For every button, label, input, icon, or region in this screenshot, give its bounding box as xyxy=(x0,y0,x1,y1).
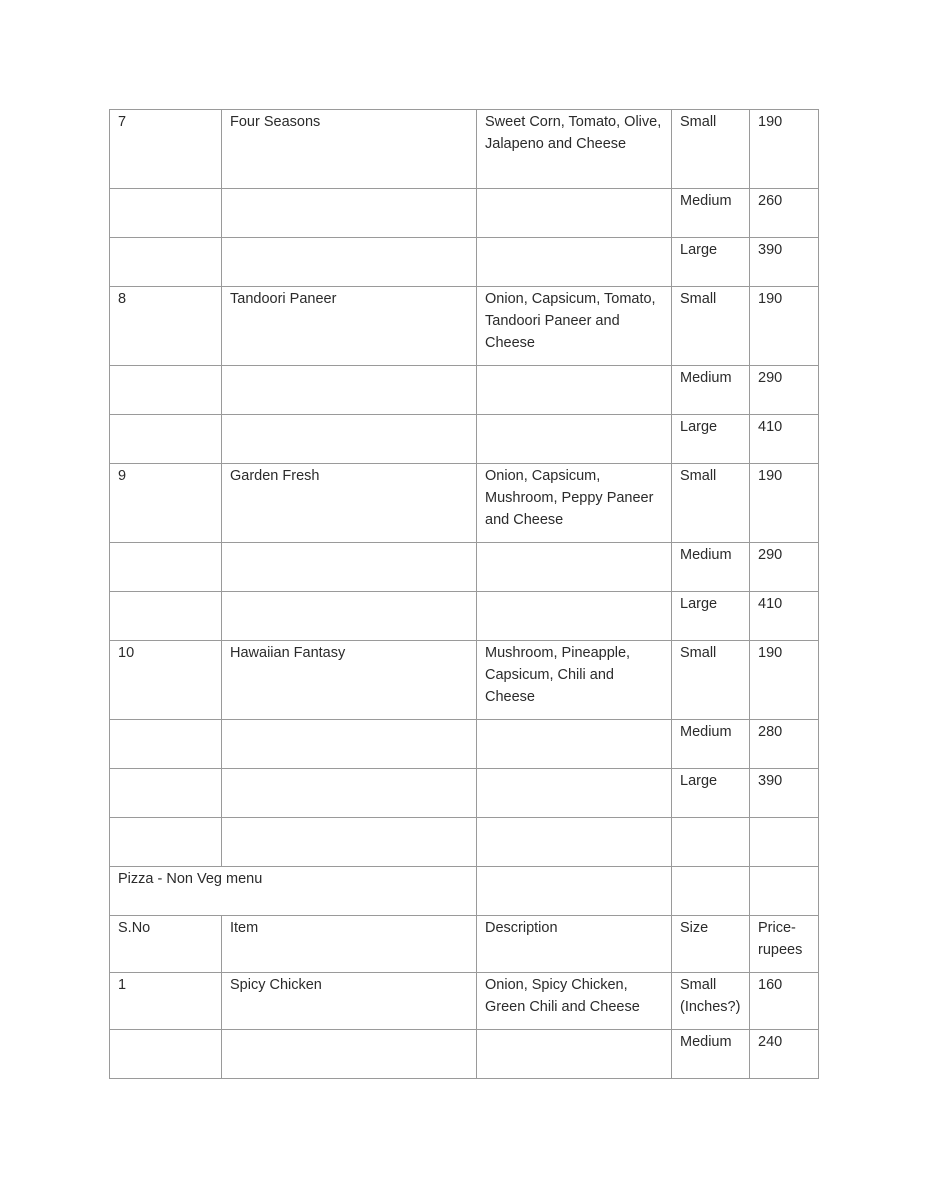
table-row xyxy=(110,1030,819,1079)
price-cell: 410 xyxy=(750,415,819,464)
sno-cell xyxy=(110,592,222,641)
sno-cell: 10 xyxy=(110,641,222,720)
item-cell xyxy=(222,189,477,238)
description-cell: Onion, Capsicum, Tomato, Tandoori Paneer and Cheese xyxy=(477,287,672,366)
header-row xyxy=(110,916,819,973)
size-cell: Medium xyxy=(672,366,750,415)
header-item: Item xyxy=(222,916,477,973)
description-cell: Mushroom, Pineapple, Capsicum, Chili and Cheese xyxy=(477,641,672,720)
description-cell: Sweet Corn, Tomato, Olive, Jalapeno and Cheese xyxy=(477,110,672,189)
item-cell xyxy=(222,769,477,818)
table-row xyxy=(110,720,819,769)
empty-cell xyxy=(672,867,750,916)
header-description: Description xyxy=(477,916,672,973)
size-cell: Small xyxy=(672,110,750,189)
item-cell: Hawaiian Fantasy xyxy=(222,641,477,720)
size-cell: Large xyxy=(672,415,750,464)
price-cell: 390 xyxy=(750,769,819,818)
sno-cell: 7 xyxy=(110,110,222,189)
description-cell xyxy=(477,238,672,287)
item-cell xyxy=(222,592,477,641)
description-cell xyxy=(477,415,672,464)
header-price: Price-rupees xyxy=(750,916,819,973)
item-cell xyxy=(222,238,477,287)
pizza-menu-table xyxy=(109,109,819,1079)
section-title-row xyxy=(110,867,819,916)
empty-row xyxy=(110,818,819,867)
price-cell: 260 xyxy=(750,189,819,238)
sno-cell: 1 xyxy=(110,973,222,1030)
description-cell: Onion, Capsicum, Mushroom, Peppy Paneer and Cheese xyxy=(477,464,672,543)
description-cell xyxy=(477,543,672,592)
sno-cell xyxy=(110,1030,222,1079)
empty-cell xyxy=(750,867,819,916)
section-title: Pizza - Non Veg menu xyxy=(110,867,477,916)
table-row xyxy=(110,110,819,189)
sno-cell xyxy=(110,415,222,464)
description-cell xyxy=(477,366,672,415)
description-cell xyxy=(477,592,672,641)
description-cell xyxy=(477,720,672,769)
table-row xyxy=(110,189,819,238)
table-row xyxy=(110,973,819,1030)
description-cell xyxy=(477,1030,672,1079)
item-cell xyxy=(222,543,477,592)
empty-cell xyxy=(110,818,222,867)
item-cell: Spicy Chicken xyxy=(222,973,477,1030)
price-cell: 410 xyxy=(750,592,819,641)
item-cell: Tandoori Paneer xyxy=(222,287,477,366)
price-cell: 290 xyxy=(750,366,819,415)
price-cell: 190 xyxy=(750,110,819,189)
price-cell: 190 xyxy=(750,287,819,366)
sno-cell xyxy=(110,720,222,769)
table-row xyxy=(110,415,819,464)
size-cell: Small xyxy=(672,287,750,366)
item-cell xyxy=(222,415,477,464)
empty-cell xyxy=(222,818,477,867)
price-cell: 290 xyxy=(750,543,819,592)
description-cell: Onion, Spicy Chicken, Green Chili and Cheese xyxy=(477,973,672,1030)
header-size: Size xyxy=(672,916,750,973)
table-row xyxy=(110,464,819,543)
size-cell: Small xyxy=(672,641,750,720)
size-cell: Small (Inches?) xyxy=(672,973,750,1030)
empty-cell xyxy=(477,867,672,916)
price-cell: 160 xyxy=(750,973,819,1030)
table-row xyxy=(110,641,819,720)
size-cell: Large xyxy=(672,238,750,287)
empty-cell xyxy=(750,818,819,867)
item-cell xyxy=(222,366,477,415)
table-row xyxy=(110,769,819,818)
size-cell: Small xyxy=(672,464,750,543)
size-cell: Large xyxy=(672,769,750,818)
sno-cell xyxy=(110,238,222,287)
empty-cell xyxy=(477,818,672,867)
price-cell: 240 xyxy=(750,1030,819,1079)
description-cell xyxy=(477,769,672,818)
sno-cell xyxy=(110,366,222,415)
price-cell: 190 xyxy=(750,464,819,543)
table-row xyxy=(110,238,819,287)
item-cell: Four Seasons xyxy=(222,110,477,189)
table-row xyxy=(110,287,819,366)
header-sno: S.No xyxy=(110,916,222,973)
sno-cell: 8 xyxy=(110,287,222,366)
size-cell: Medium xyxy=(672,720,750,769)
price-cell: 280 xyxy=(750,720,819,769)
size-cell: Medium xyxy=(672,543,750,592)
empty-cell xyxy=(672,818,750,867)
table-row xyxy=(110,592,819,641)
item-cell xyxy=(222,1030,477,1079)
size-cell: Medium xyxy=(672,189,750,238)
sno-cell xyxy=(110,769,222,818)
item-cell xyxy=(222,720,477,769)
table-row xyxy=(110,543,819,592)
size-cell: Medium xyxy=(672,1030,750,1079)
description-cell xyxy=(477,189,672,238)
sno-cell: 9 xyxy=(110,464,222,543)
sno-cell xyxy=(110,189,222,238)
size-cell: Large xyxy=(672,592,750,641)
price-cell: 190 xyxy=(750,641,819,720)
sno-cell xyxy=(110,543,222,592)
price-cell: 390 xyxy=(750,238,819,287)
item-cell: Garden Fresh xyxy=(222,464,477,543)
table-row xyxy=(110,366,819,415)
